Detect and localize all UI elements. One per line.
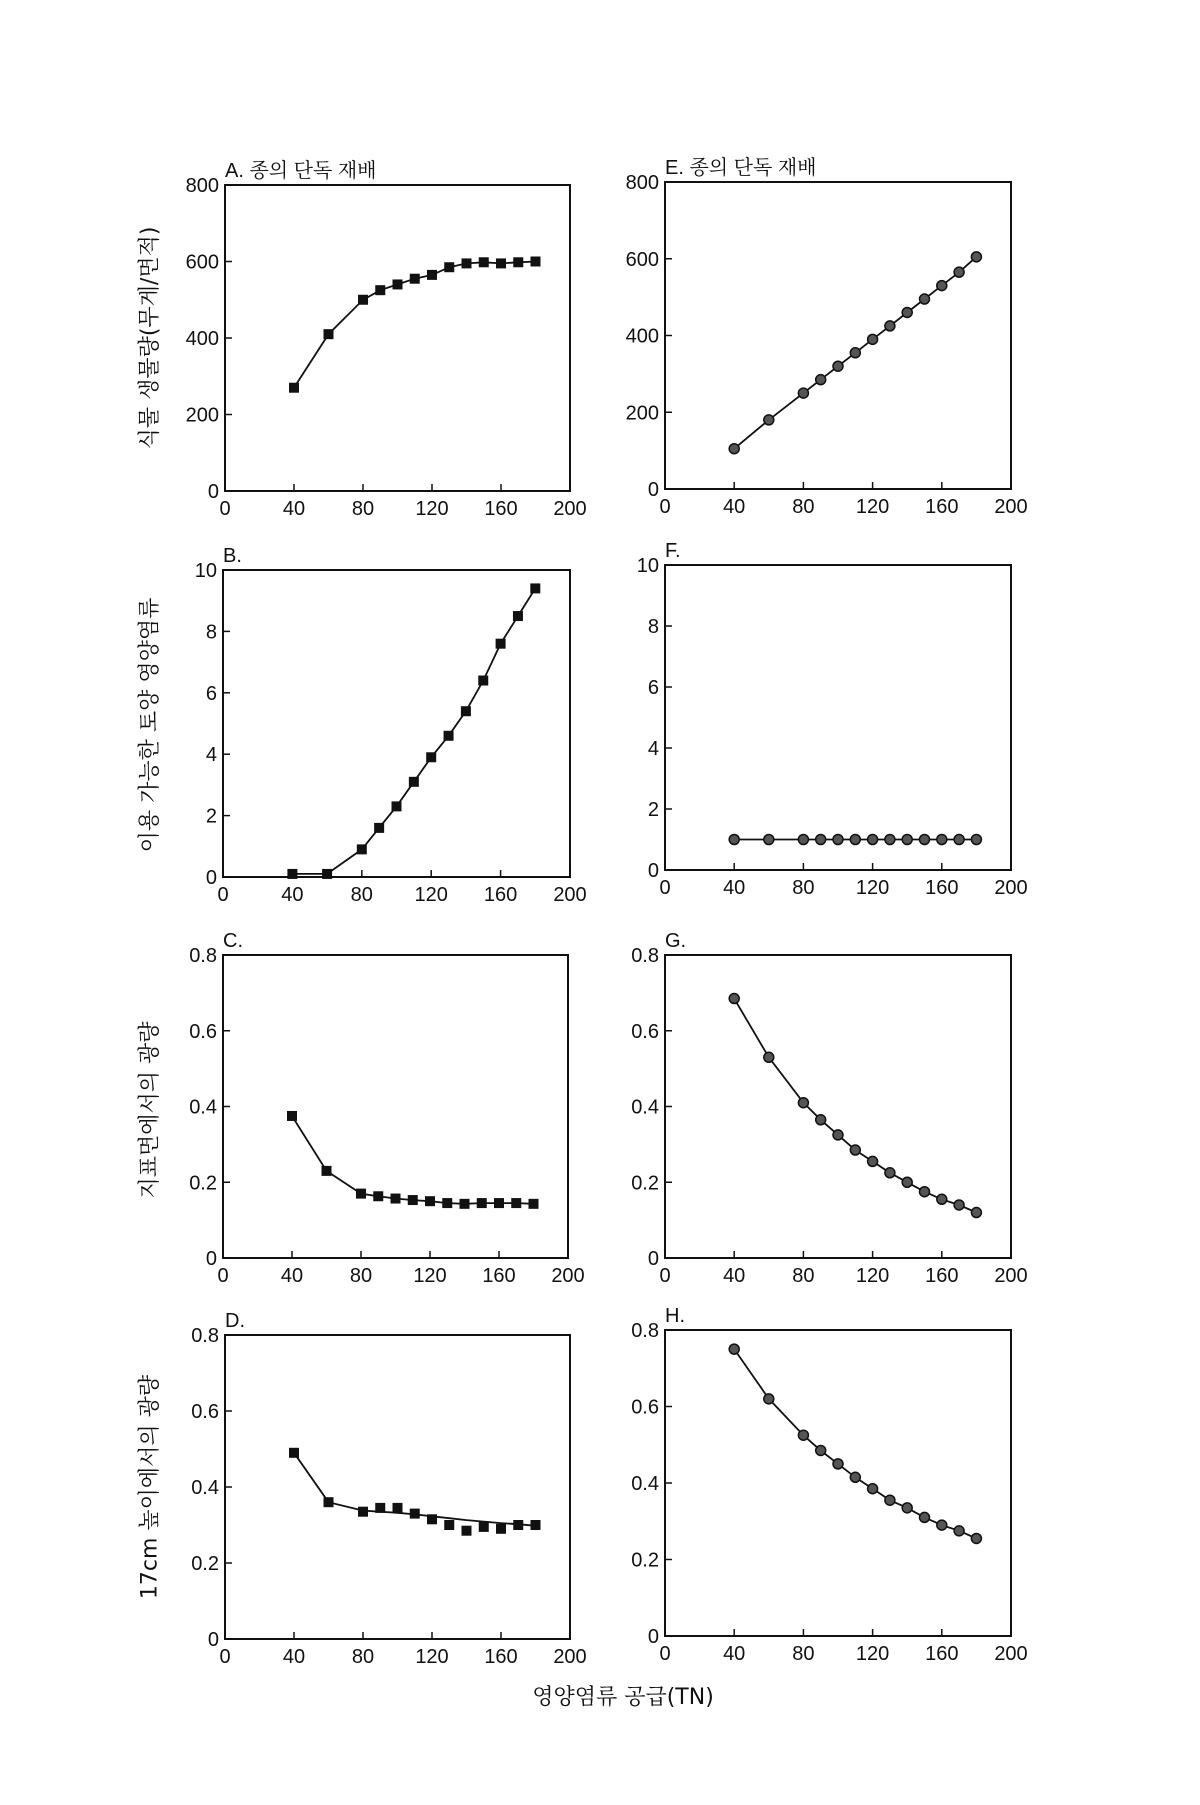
y-tick-label-c: 0.4 [189,1096,217,1119]
y-tick-label-f: 0 [647,860,659,882]
y-tick-label-g: 0.8 [631,945,659,967]
data-point-c [425,1196,435,1206]
chart-title-h: H. [665,1305,685,1327]
data-point-e [971,252,981,262]
x-tick-label-g: 200 [994,1265,1028,1287]
y-tick-label-c: 0.6 [189,1020,217,1043]
y-tick-label-b: 6 [205,682,217,705]
y-tick-label-e: 0 [647,479,659,501]
data-point-h [816,1445,826,1455]
y-tick-label-h: 0.4 [631,1473,659,1495]
x-tick-label-d: 40 [282,1646,306,1668]
data-point-h [902,1503,912,1513]
data-point-f [833,835,843,845]
x-tick-label-b: 200 [553,884,587,906]
y-tick-label-h: 0 [647,1626,659,1648]
data-point-d [427,1514,437,1524]
data-point-b [530,583,540,593]
x-tick-label-c: 120 [413,1265,447,1287]
plot-frame-g [665,955,1011,1258]
x-tick-label-a: 80 [351,498,375,520]
x-tick-label-g: 80 [792,1265,815,1287]
y-tick-label-b: 0 [205,867,217,889]
data-point-g [885,1168,895,1178]
data-point-e [833,361,843,371]
data-point-c [356,1189,366,1199]
row-label-soil-nutrients: 이용 가능한 토양 영양염류 [137,597,163,853]
data-point-e [729,444,739,454]
data-point-b [287,869,297,879]
data-point-e [868,334,878,344]
y-tick-label-e: 800 [625,172,659,194]
data-point-a [375,285,385,295]
series-line-h [734,1349,976,1538]
chart-title-g: G. [665,930,687,952]
data-point-g [764,1052,774,1062]
data-point-f [954,835,964,845]
x-tick-label-h: 120 [855,1643,890,1665]
y-tick-label-c: 0.8 [189,945,217,967]
x-tick-label-c: 80 [349,1265,373,1287]
data-point-g [868,1156,878,1166]
plot-frame-f [665,565,1011,870]
data-point-b [409,777,419,787]
data-point-d [513,1520,523,1530]
x-tick-label-c: 0 [217,1265,229,1287]
y-tick-label-d: 0.2 [191,1553,219,1575]
data-point-f [729,835,739,845]
data-point-e [902,307,912,317]
data-point-b [478,676,488,686]
y-tick-label-a: 800 [185,175,219,197]
y-tick-label-f: 2 [647,799,659,821]
data-point-b [461,706,471,716]
x-tick-label-e: 160 [925,496,959,518]
x-tick-label-a: 0 [219,498,231,520]
x-tick-label-h: 200 [994,1643,1028,1665]
data-point-b [392,801,402,811]
data-point-g [902,1177,912,1187]
data-point-b [322,869,332,879]
data-point-d [393,1503,403,1513]
data-point-f [885,835,895,845]
x-tick-label-f: 120 [855,877,890,899]
x-tick-label-g: 120 [855,1265,890,1287]
data-point-e [816,375,826,385]
x-tick-label-a: 200 [553,498,587,520]
chart-title-e: E. 종의 단독 재배 [665,157,817,179]
row-label-light-17cm: 17cm 높이에서의 광량 [137,1374,163,1600]
data-point-g [850,1145,860,1155]
data-point-a [496,258,506,268]
y-tick-label-a: 600 [185,251,219,274]
x-tick-label-e: 120 [855,496,890,518]
data-point-h [764,1394,774,1404]
x-tick-label-b: 160 [483,884,518,906]
data-point-d [531,1520,541,1530]
plot-frame-d [225,1335,570,1639]
data-point-f [816,835,826,845]
data-point-b [444,731,454,741]
x-tick-label-a: 120 [415,498,449,520]
x-tick-label-f: 80 [792,877,815,899]
data-point-g [954,1200,964,1210]
data-point-c [494,1198,504,1208]
data-point-h [798,1430,808,1440]
chart-title-a: A. 종의 단독 재배 [225,160,377,182]
data-point-c [391,1194,401,1204]
data-point-a [462,258,472,268]
y-tick-label-e: 200 [625,402,659,425]
data-point-e [920,294,930,304]
row-label-biomass: 식물 생물량(무게/면적) [137,226,163,450]
y-tick-label-d: 0.4 [191,1477,219,1499]
x-tick-label-e: 0 [659,496,671,518]
data-point-h [937,1520,947,1530]
data-point-h [833,1459,843,1469]
x-tick-label-b: 40 [281,884,304,906]
data-point-f [850,835,860,845]
x-tick-label-d: 120 [415,1646,449,1668]
data-point-a [410,274,420,284]
data-point-g [798,1098,808,1108]
x-tick-label-h: 80 [792,1643,815,1665]
x-tick-label-d: 0 [219,1646,231,1668]
data-point-a [358,295,368,305]
data-point-c [287,1111,297,1121]
data-point-d [358,1507,368,1517]
x-axis-label: 영양염류 공급(TN) [532,1685,714,1710]
data-point-e [937,281,947,291]
data-point-g [920,1187,930,1197]
data-point-d [375,1503,385,1513]
y-tick-label-d: 0 [207,1629,219,1651]
x-tick-label-b: 120 [414,884,448,906]
chart-title-c: C. [223,930,243,952]
y-tick-label-f: 10 [636,555,659,577]
plot-frame-h [665,1330,1011,1636]
chart-title-d: D. [225,1310,245,1332]
data-point-f [764,835,774,845]
x-tick-label-h: 0 [659,1643,671,1665]
data-point-g [937,1194,947,1204]
data-point-e [764,415,774,425]
data-point-c [460,1199,470,1209]
x-tick-label-g: 160 [925,1265,959,1287]
row-label-light-surface: 지표면에서의 광량 [137,1021,163,1199]
data-point-c [529,1199,539,1209]
data-point-h [971,1533,981,1543]
y-tick-label-a: 400 [185,328,219,350]
data-point-c [373,1191,383,1201]
data-point-d [479,1522,489,1532]
x-tick-label-h: 160 [925,1643,959,1665]
y-tick-label-c: 0 [205,1248,217,1270]
y-tick-label-b: 10 [194,560,217,582]
y-tick-label-h: 0.6 [631,1396,659,1419]
y-tick-label-b: 4 [205,744,217,767]
series-line-b [292,588,535,874]
data-point-c [511,1198,521,1208]
x-tick-label-e: 80 [792,496,815,518]
y-tick-label-g: 0.2 [631,1172,659,1195]
y-tick-label-a: 200 [185,404,219,427]
chart-title-f: F. [665,540,681,562]
data-point-d [289,1448,299,1458]
data-point-a [289,383,299,393]
data-point-a [513,257,523,267]
chart-title-b: B. [223,545,242,567]
data-point-g [816,1115,826,1125]
data-point-h [850,1472,860,1482]
data-point-f [920,835,930,845]
data-point-d [496,1524,506,1534]
y-tick-label-g: 0 [647,1248,659,1270]
y-tick-label-d: 0.8 [191,1325,219,1347]
x-tick-label-d: 200 [553,1646,587,1668]
data-point-a [324,329,334,339]
y-tick-label-g: 0.4 [631,1096,659,1119]
x-tick-label-f: 200 [994,877,1028,899]
x-tick-label-e: 200 [994,496,1028,518]
x-tick-label-g: 0 [659,1265,671,1287]
x-tick-label-h: 40 [723,1643,746,1665]
data-point-f [971,835,981,845]
data-point-a [444,262,454,272]
y-tick-label-d: 0.6 [191,1401,219,1423]
data-point-h [885,1495,895,1505]
data-point-c [408,1195,418,1205]
x-tick-label-d: 80 [351,1646,375,1668]
data-point-e [850,348,860,358]
data-point-g [833,1130,843,1140]
x-tick-label-b: 0 [217,884,229,906]
y-tick-label-f: 4 [647,738,659,760]
data-point-a [531,257,541,267]
data-point-a [393,279,403,289]
data-point-f [937,835,947,845]
x-tick-label-c: 40 [280,1265,304,1287]
data-point-a [479,257,489,267]
data-point-c [322,1166,332,1176]
data-point-d [462,1526,472,1536]
x-tick-label-b: 80 [350,884,373,906]
x-tick-label-a: 160 [484,498,518,520]
y-tick-label-h: 0.8 [631,1320,659,1342]
x-tick-label-f: 160 [925,877,959,899]
x-tick-label-c: 200 [551,1265,585,1287]
y-tick-label-a: 0 [207,481,219,503]
x-tick-label-f: 40 [723,877,746,899]
data-point-c [442,1198,452,1208]
y-tick-label-h: 0.2 [631,1549,659,1572]
data-point-e [798,388,808,398]
data-point-f [902,835,912,845]
x-tick-label-d: 160 [484,1646,518,1668]
data-point-b [357,844,367,854]
data-point-h [868,1484,878,1494]
data-point-h [729,1344,739,1354]
data-point-d [324,1497,334,1507]
series-line-g [734,999,976,1213]
data-point-e [954,267,964,277]
data-point-b [496,639,506,649]
data-point-d [444,1520,454,1530]
y-tick-label-e: 600 [625,248,659,271]
data-point-h [920,1512,930,1522]
plot-frame-e [665,182,1011,489]
y-tick-label-c: 0.2 [189,1172,217,1195]
x-tick-label-c: 160 [482,1265,516,1287]
data-point-d [410,1509,420,1519]
data-point-f [798,835,808,845]
data-point-a [427,270,437,280]
y-tick-label-b: 8 [205,621,217,644]
y-tick-label-f: 6 [647,677,659,699]
data-point-e [885,321,895,331]
x-tick-label-e: 40 [723,496,746,518]
plot-frame-c [223,955,568,1258]
data-point-c [477,1198,487,1208]
y-tick-label-g: 0.6 [631,1020,659,1043]
data-point-b [426,752,436,762]
y-tick-label-b: 2 [205,805,217,828]
x-tick-label-f: 0 [659,877,671,899]
plot-frame-a [225,185,570,491]
data-point-g [729,994,739,1004]
data-point-g [971,1208,981,1218]
series-line-c [292,1116,534,1204]
data-point-f [868,835,878,845]
data-point-b [374,823,384,833]
x-tick-label-g: 40 [723,1265,746,1287]
data-point-h [954,1526,964,1536]
y-tick-label-e: 400 [625,325,659,348]
y-tick-label-f: 8 [647,616,659,638]
data-point-b [513,611,523,621]
x-tick-label-a: 40 [282,498,306,520]
